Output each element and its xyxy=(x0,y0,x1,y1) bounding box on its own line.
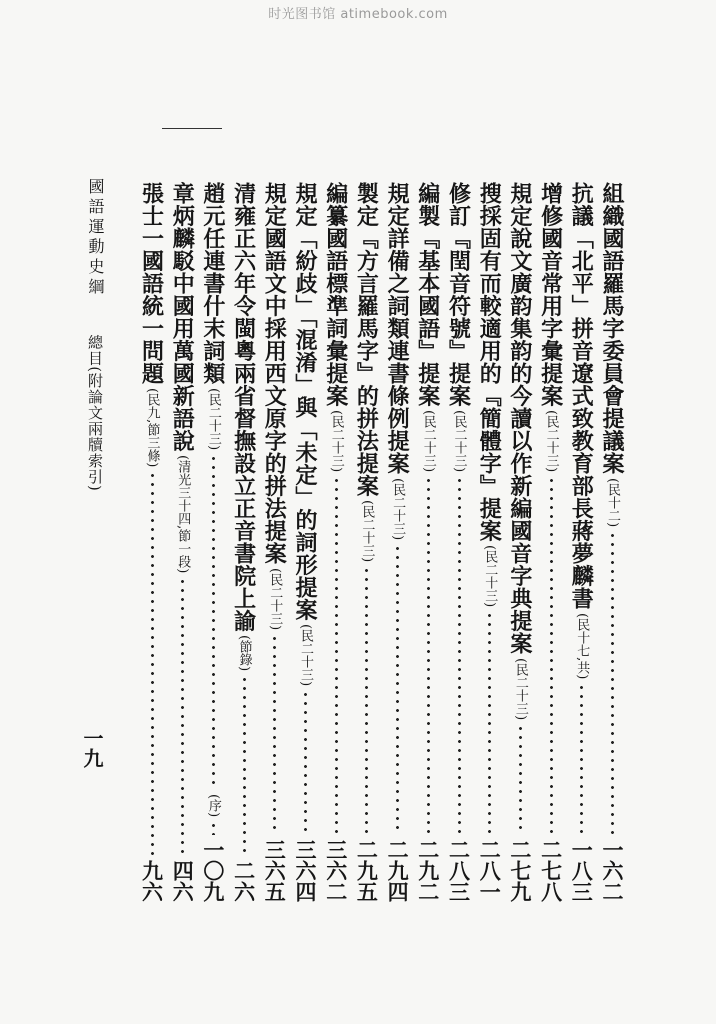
dot-leader xyxy=(365,566,368,835)
toc-entry xyxy=(230,182,258,902)
dot-leader xyxy=(181,577,184,856)
dot-leader xyxy=(151,471,154,856)
entry-title: 張士一國語統一問題 xyxy=(138,182,165,385)
entry-note: (民二十三) xyxy=(482,545,498,608)
toc-entry xyxy=(322,182,350,902)
dot-leader xyxy=(550,476,553,835)
toc-entry xyxy=(352,182,380,902)
entry-title: 清雍正六年令閩粵兩省督撫設立正音書院上諭 xyxy=(230,182,257,632)
entry-page-number: 四六 xyxy=(170,860,196,902)
entry-page-number: 二九四 xyxy=(385,839,411,902)
entry-note-2: (序) xyxy=(205,793,221,817)
toc-entry xyxy=(138,182,166,902)
entry-page-number: 三六五 xyxy=(262,839,288,902)
entry-page-number: 二七九 xyxy=(507,839,533,902)
entry-title: 編纂國語標準詞彙提案 xyxy=(322,182,349,407)
toc-entry xyxy=(199,182,227,902)
entry-note: (民二十三) xyxy=(420,410,436,473)
entry-page-number: 一〇九 xyxy=(200,839,226,902)
entry-note: (民九,節三條) xyxy=(144,387,160,467)
toc-entry xyxy=(168,182,196,902)
entry-note: (民二十三) xyxy=(512,657,528,720)
entry-note: (民二十三) xyxy=(390,477,406,540)
dot-leader xyxy=(488,611,491,835)
dot-leader xyxy=(212,454,215,787)
toc-entry xyxy=(537,182,565,902)
toc-entry xyxy=(260,182,288,902)
entry-page-number: 二八三 xyxy=(446,839,472,902)
dot-leader xyxy=(396,544,399,835)
entry-page-number: 二九二 xyxy=(415,839,441,902)
dot-leader xyxy=(580,683,583,835)
watermark: 时光图书馆 atimebook.com xyxy=(268,7,448,22)
toc-entry xyxy=(506,182,534,902)
toc-entry xyxy=(414,182,442,902)
page-number: 一九 xyxy=(80,728,104,768)
entry-page-number: 二六 xyxy=(231,860,257,902)
toc-entry xyxy=(475,182,503,902)
entry-note: (民二十三) xyxy=(298,624,313,687)
divider-rule xyxy=(162,128,222,129)
entry-title: 製定『方言羅馬字』的拼法提案 xyxy=(353,182,380,497)
dot-leader xyxy=(519,724,522,835)
entry-title: 編製『基本國語』提案 xyxy=(414,182,441,407)
toc-entry xyxy=(383,182,411,902)
entry-note: (民十七,共) xyxy=(574,612,590,679)
entry-note: (民二十三) xyxy=(359,500,375,563)
entry-page-number: 二九五 xyxy=(354,839,380,902)
section-title: 總目(附論文兩牘索引) xyxy=(86,334,104,492)
entry-title: 搜採固有而較適用的『簡體字』提案 xyxy=(476,182,503,542)
dot-leader xyxy=(611,531,614,835)
toc-entry xyxy=(291,182,319,902)
entry-note: (民二十三) xyxy=(205,387,221,450)
entry-page-number: 三六二 xyxy=(323,839,349,902)
entry-page-number: 二八一 xyxy=(477,839,503,902)
entry-title: 規定詳備之詞類連書條例提案 xyxy=(384,182,411,475)
entry-note: (民二十三) xyxy=(543,410,559,473)
entry-title: 抗議「北平」拼音遼式致教育部長蔣夢麟書 xyxy=(568,182,595,610)
entry-note: (節錄) xyxy=(236,635,252,672)
entry-page-number: 一六二 xyxy=(600,839,625,902)
dot-leader xyxy=(427,476,430,835)
entry-title: 規定國語文中採用西文原字的拼法提案 xyxy=(261,182,288,565)
dot-leader xyxy=(458,476,461,835)
dot-leader xyxy=(243,675,246,856)
entry-note: (民二十三) xyxy=(451,410,467,473)
running-head-title xyxy=(84,178,106,492)
dot-leader xyxy=(335,476,338,835)
toc-entry xyxy=(445,182,473,902)
dot-leader xyxy=(273,634,276,835)
book-title: 國語運動史綱 xyxy=(86,178,105,298)
entry-page-number: 一八三 xyxy=(569,839,595,902)
dot-leader xyxy=(304,690,307,835)
entry-title: 規定說文廣韵集韵的今讀以作新編國音字典提案 xyxy=(506,182,533,655)
entry-note: (清光三十四,節一段) xyxy=(175,455,191,574)
entry-note: (民二十三) xyxy=(267,567,283,630)
entry-page-number: 二七八 xyxy=(538,839,564,902)
entry-page-number: 九六 xyxy=(139,860,165,902)
toc-entry xyxy=(598,182,626,902)
entry-title: 修訂『閏音符號』提案 xyxy=(445,182,472,407)
entry-title: 規定「紛歧」「混淆」與「未定」的詞形提案 xyxy=(292,182,318,621)
entry-note: (民十二) xyxy=(605,477,620,527)
toc-entry xyxy=(567,182,595,902)
entry-note: (民二十三) xyxy=(328,410,344,473)
entry-page-number: 三六四 xyxy=(293,839,318,902)
entry-title: 趙元任連書什末詞類 xyxy=(199,182,226,385)
entry-title: 組織國語羅馬字委員會提議案 xyxy=(599,182,625,475)
entry-title: 章炳麟駁中國用萬國新語說 xyxy=(169,182,196,452)
entry-title: 增修國音常用字彙提案 xyxy=(537,182,564,407)
dot-leader xyxy=(212,821,215,835)
